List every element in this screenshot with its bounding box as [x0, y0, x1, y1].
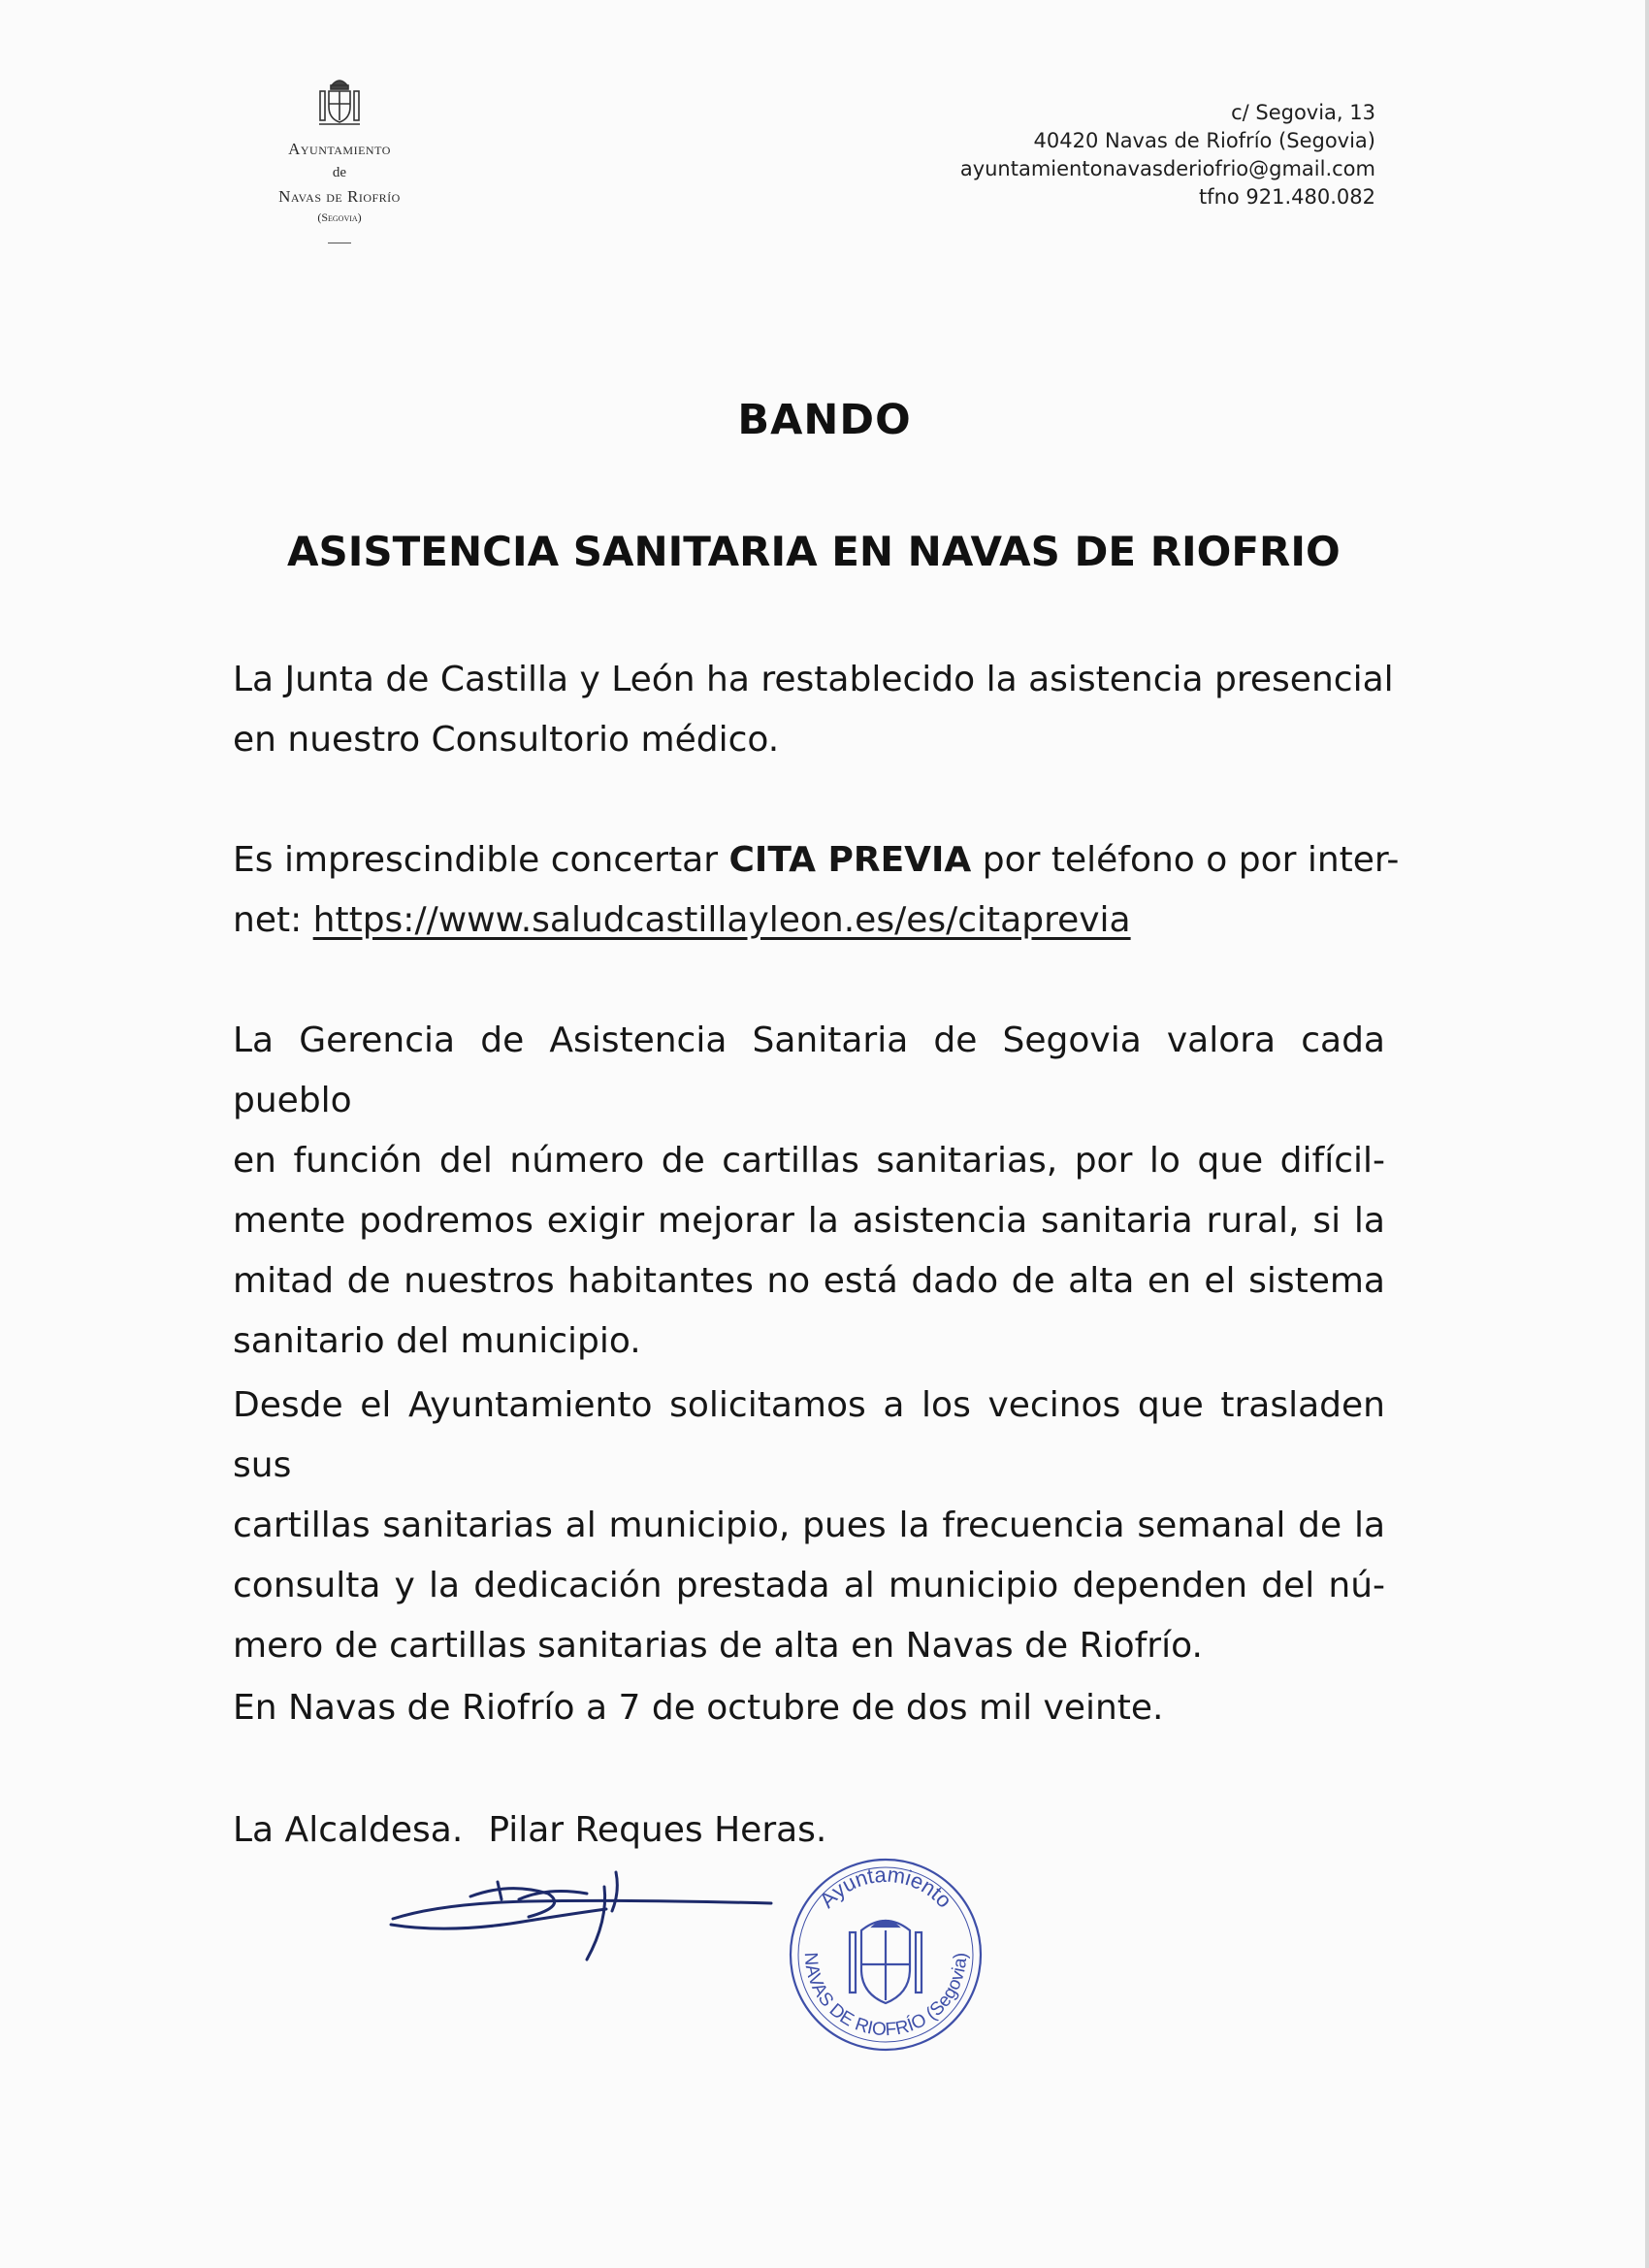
paragraph-line: La Junta de Castilla y León ha restablecido la asistencia presencial: [233, 660, 1394, 699]
svg-text:Ayuntamiento: [815, 1863, 957, 1913]
letterhead-province: (Segovia): [317, 211, 362, 224]
letterhead-de: de: [332, 165, 347, 180]
closing-date: En Navas de Riofrío a 7 de octubre de dos mil veinte.: [233, 1688, 1164, 1728]
coat-of-arms-icon: [317, 74, 362, 130]
official-seal: [784, 1853, 987, 2057]
contact-phone: tfno 921.480.082: [1198, 185, 1375, 209]
seal-bottom-text: NAVAS DE RIOFRÍO (Segovia): [799, 1951, 972, 2041]
paragraph-3: [233, 1011, 1385, 1372]
paragraph-line: cartillas sanitarias al municipio, pues la frecuencia semanal de la: [233, 1506, 1385, 1545]
paragraph-line: mente podremos exigir mejorar la asistencia sanitaria rural, si la: [233, 1201, 1385, 1241]
letterhead-ayuntamiento: Ayuntamiento: [288, 140, 391, 158]
contact-block: [960, 99, 1375, 211]
paragraph-line: La Gerencia de Asistencia Sanitaria de Segovia valora cada pueblo: [233, 1021, 1385, 1120]
paragraph-line: [233, 830, 1400, 891]
contact-email: ayuntamientonavasderiofrio@gmail.com: [959, 157, 1375, 180]
paragraph-4: [233, 1376, 1385, 1676]
contact-city: 40420 Navas de Riofrío (Segovia): [1033, 129, 1375, 152]
paragraph-line: [233, 891, 1385, 951]
signatory: [233, 1800, 1385, 1861]
letterhead: [228, 74, 451, 243]
signatory-name: Pilar Reques Heras.: [488, 1810, 827, 1850]
scan-edge: [1645, 0, 1649, 2268]
cita-previa-emphasis: CITA PREVIA: [728, 840, 972, 880]
text-run: Es imprescindible concertar: [233, 840, 729, 880]
seal-top-text: Ayuntamiento: [814, 1862, 957, 1913]
letterhead-town: Navas de Riofrío: [278, 187, 401, 206]
paragraph-2: [233, 830, 1400, 951]
paragraph-line: en función del número de cartillas sanitarias, por lo que difícil-: [233, 1141, 1385, 1181]
paragraph-line: sanitario del municipio.: [233, 1321, 641, 1361]
text-run: por teléfono o por inter-: [971, 840, 1400, 880]
contact-street: c/ Segovia, 13: [1231, 101, 1375, 124]
paragraph-line: Desde el Ayuntamiento solicitamos a los vecinos que trasladen sus: [233, 1385, 1385, 1485]
handwritten-signature: [383, 1853, 791, 1969]
cita-previa-link[interactable]: https://www.saludcastillayleon.es/es/citaprevia: [312, 900, 1131, 940]
page-subtitle: ASISTENCIA SANITARIA EN NAVAS DE RIOFRIO: [287, 528, 1341, 575]
paragraph-1: [233, 650, 1394, 770]
paragraph-line: mero de cartillas sanitarias de alta en Navas de Riofrío.: [233, 1626, 1203, 1666]
page-title: BANDO: [737, 396, 912, 444]
paragraph-line: consulta y la dedicación prestada al municipio dependen del nú-: [233, 1566, 1385, 1605]
signatory-role: La Alcaldesa.: [233, 1810, 464, 1850]
paragraph-line: en nuestro Consultorio médico.: [233, 720, 780, 760]
text-run: net:: [233, 900, 313, 940]
paragraph-line: mitad de nuestros habitantes no está dado de alta en el sistema: [233, 1261, 1385, 1301]
